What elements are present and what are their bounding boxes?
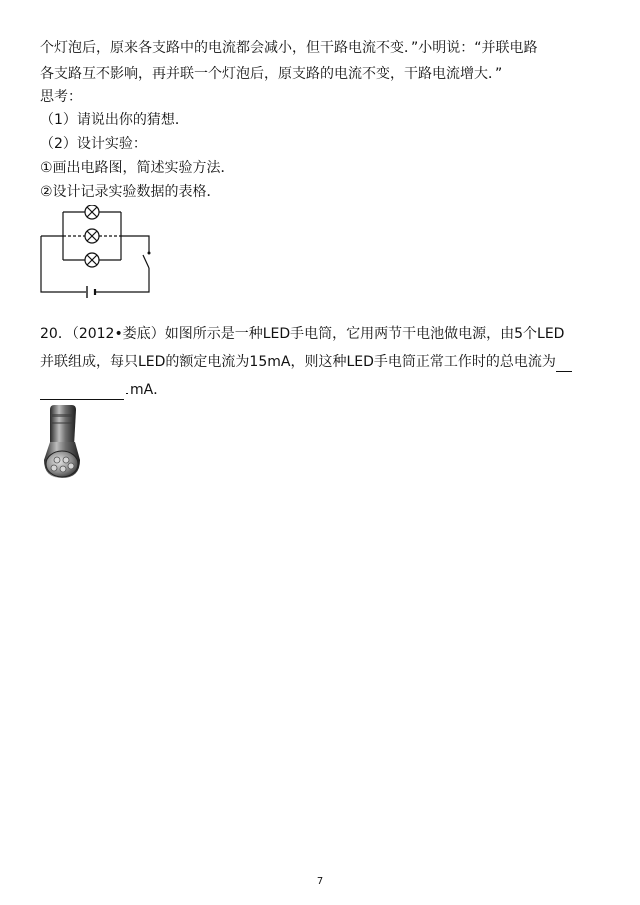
q19-sub-question-1: （1）请说出你的猜想． — [40, 112, 189, 128]
flashlight-body — [50, 405, 76, 446]
led-bulb — [60, 466, 66, 472]
q20-text-line-1: 20．（2012•娄底）如图所示是一种LED手电筒，它用两节干电池做电源，由5个LED — [40, 326, 565, 342]
q19-think-heading: 思考： — [40, 89, 82, 105]
switch-lever — [143, 255, 149, 268]
led-flashlight-image — [38, 402, 88, 480]
parallel-circuit-diagram — [38, 205, 158, 300]
led-bulb — [51, 465, 57, 471]
q19-text-line-1: 个灯泡后，原来各支路中的电流都会减小，但干路电流不变．”小明说：“并联电路 — [40, 40, 538, 56]
q20-text-line-2 — [40, 353, 572, 372]
q19-sub-question-2: （2）设计实验： — [40, 136, 147, 152]
led-bulb — [63, 457, 69, 463]
answer-blank-tail — [126, 393, 128, 394]
circuit-wire-top-right — [139, 236, 149, 252]
circuit-wire-right — [96, 268, 149, 292]
led-bulb — [54, 457, 60, 463]
q19-item-2: ②设计记录实验数据的表格． — [40, 184, 221, 200]
q20-text-line-2-content: 并联组成，每只LED的额定电流为15mA，则这种LED手电筒正常工作时的总电流为 — [40, 354, 556, 370]
switch-contact — [148, 252, 151, 255]
q20-text-line-3 — [40, 381, 167, 400]
q19-item-1: ①画出电路图，简述实验方法． — [40, 160, 235, 176]
answer-blank — [40, 381, 124, 400]
answer-blank-start — [556, 353, 572, 372]
led-bulb — [68, 463, 74, 469]
page-number: 7 — [316, 876, 324, 887]
q20-unit: mA． — [130, 382, 168, 398]
q19-text-line-2: 各支路互不影响，再并联一个灯泡后，原支路的电流不变，干路电流增大．” — [40, 66, 503, 82]
